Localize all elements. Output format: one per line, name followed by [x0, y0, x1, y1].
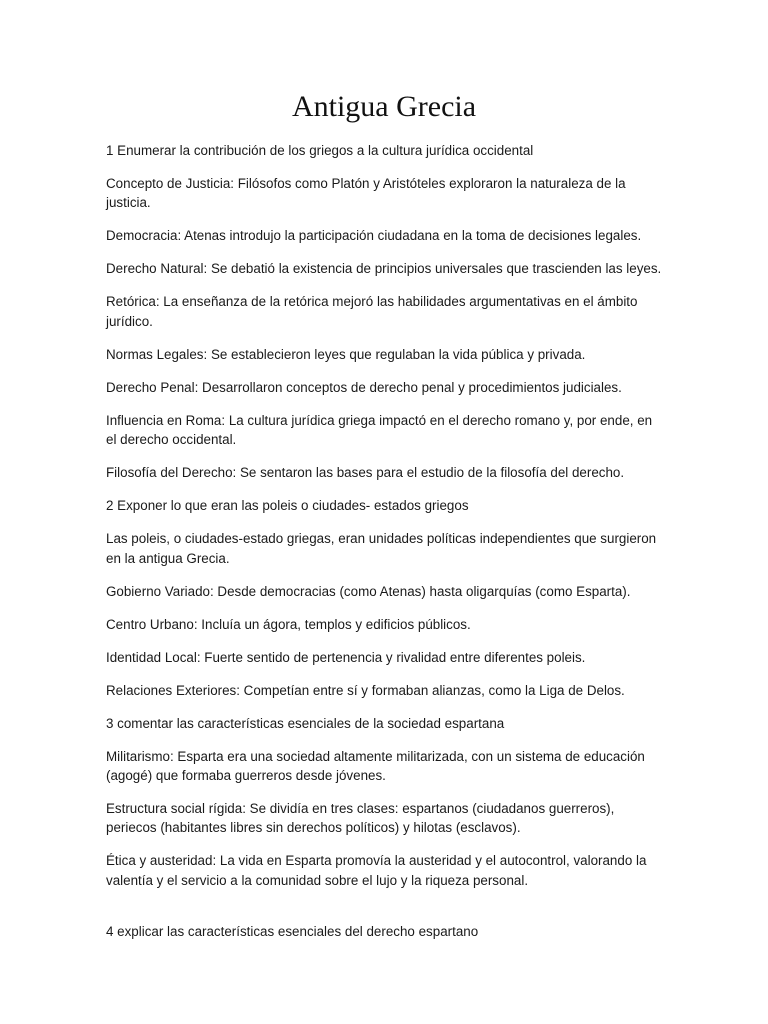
list-item: Filosofía del Derecho: Se sentaron las bases para el estudio de la filosofía del derecho.	[106, 465, 625, 481]
section-heading-1: 1 Enumerar la contribución de los griegos a la cultura jurídica occidental	[106, 143, 534, 158]
list-item: Gobierno Variado: Desde democracias (como Atenas) hasta oligarquías (como Esparta).	[106, 583, 631, 599]
section-heading-4: 4 explicar las características esenciales del derecho espartano	[106, 924, 479, 940]
list-item: Estructura social rígida: Se dividía en tres clases: espartanos (ciudadanos guerreros), periecos (habitantes libres sin derechos políticos) y hilotas (esclavos).	[106, 801, 615, 836]
document-body	[106, 141, 666, 955]
list-item: Retórica: La enseñanza de la retórica mejoró las habilidades argumentativas en el ámbito jurídico.	[106, 294, 638, 329]
paragraph: Las poleis, o ciudades-estado griegas, eran unidades políticas independientes que surgieron en la antigua Grecia.	[106, 531, 657, 566]
page-title: Antigua Grecia	[291, 90, 477, 123]
list-item: Identidad Local: Fuerte sentido de pertenencia y rivalidad entre diferentes poleis.	[106, 649, 586, 665]
list-item: Ética y austeridad: La vida en Esparta promovía la austeridad y el autocontrol, valorando la valentía y el servicio a la comunidad sobre el lujo y la riqueza personal.	[106, 853, 647, 888]
list-item: Concepto de Justicia: Filósofos como Platón y Aristóteles exploraron la naturaleza de la justicia.	[106, 176, 626, 211]
list-item: Influencia en Roma: La cultura jurídica griega impactó en el derecho romano y, por ende, en el derecho occidental.	[106, 412, 653, 448]
list-item: Derecho Penal: Desarrollaron conceptos de derecho penal y procedimientos judiciales.	[106, 379, 622, 395]
list-item: Derecho Natural: Se debatió la existencia de principios universales que trascienden las leyes.	[106, 261, 662, 277]
list-item: Militarismo: Esparta era una sociedad altamente militarizada, con un sistema de educación (agogé) que formaba guerreros desde jóvenes.	[106, 748, 645, 784]
list-item: Relaciones Exteriores: Competían entre sí y formaban alianzas, como la Liga de Delos.	[106, 682, 625, 698]
section-heading-3: 3 comentar las características esenciales de la sociedad espartana	[106, 715, 505, 731]
list-item: Normas Legales: Se establecieron leyes que regulaban la vida pública y privada.	[106, 346, 586, 362]
list-item: Democracia: Atenas introdujo la participación ciudadana en la toma de decisiones legales.	[106, 228, 642, 244]
list-item: Centro Urbano: Incluía un ágora, templos y edificios públicos.	[106, 616, 471, 632]
section-heading-2: 2 Exponer lo que eran las poleis o ciudades- estados griegos	[106, 498, 469, 514]
